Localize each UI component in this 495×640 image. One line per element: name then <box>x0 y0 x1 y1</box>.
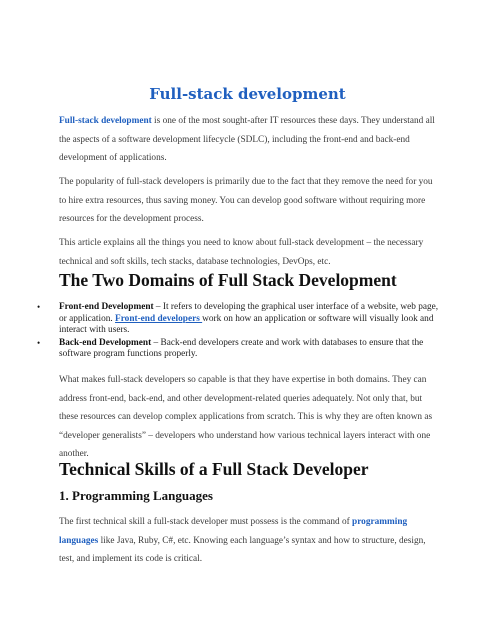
expertise-paragraph <box>59 371 439 464</box>
back-end-term: Back-end Development <box>59 337 152 348</box>
popularity-text: The popularity of full-stack developers is primarily due to the fact that they remove the need for you to hire extra resources, thus saving money. You can develop good software without requiring more resources for the development process. <box>59 177 433 224</box>
front-end-text-a: – It refers to developing the graphical user interface of a website, web page, or application. <box>59 302 439 324</box>
front-end-term: Front-end Development <box>59 302 154 312</box>
bullet-marker: • <box>37 337 41 348</box>
subheading-programming-languages: 1. Programming Languages <box>59 488 213 503</box>
intro-paragraph <box>59 112 439 168</box>
domains-bullet-list <box>37 302 444 362</box>
article-summary-text: This article explains all the things you need to know about full-stack development – the necessary technical and soft skills, tech stacks, database technologies, DevOps, etc. <box>59 238 424 267</box>
intro-text: is one of the most sought-after IT resources these days. They understand all the aspects of a software development lifecycle (SDLC), including the front-end and back-end development of applications. <box>59 116 435 163</box>
programming-languages-paragraph <box>59 513 439 569</box>
list-item-back-end <box>37 337 444 361</box>
programming-text-a: The first technical skill a full-stack developer must possess is the command of <box>59 517 353 527</box>
full-stack-development-link[interactable]: Full-stack development <box>59 116 152 126</box>
expertise-text: What makes full-stack developers so capable is that they have expertise in both domains. They can address front-end, back-end, and other development-related queries adequately. Not only that, but these resources can develop complex applications from scratch. This is why they are often known as “developer generalists” – developers who understand how various technical layers interact with one another. <box>59 375 433 459</box>
popularity-paragraph <box>59 173 439 229</box>
page-title: Full-stack development <box>149 85 346 103</box>
section-heading-technical-skills: Technical Skills of a Full Stack Developer <box>59 459 369 479</box>
bullet-marker: • <box>37 302 41 312</box>
programming-text-b: like Java, Ruby, C#, etc. Knowing each language’s syntax and how to structure, design, test, and implement its code is critical. <box>59 535 426 564</box>
front-end-text-b: work on how an application or software will visually look and interact with users. <box>59 313 434 335</box>
list-item-front-end <box>37 302 444 337</box>
section-heading-two-domains: The Two Domains of Full Stack Development <box>59 270 397 290</box>
article-summary-paragraph <box>59 234 439 271</box>
back-end-text: – Back-end developers create and work with databases to ensure that the software program functions properly. <box>59 337 424 359</box>
programming-languages-link[interactable]: programming languages <box>59 517 408 546</box>
front-end-developers-link[interactable]: Front-end developers <box>115 313 203 324</box>
